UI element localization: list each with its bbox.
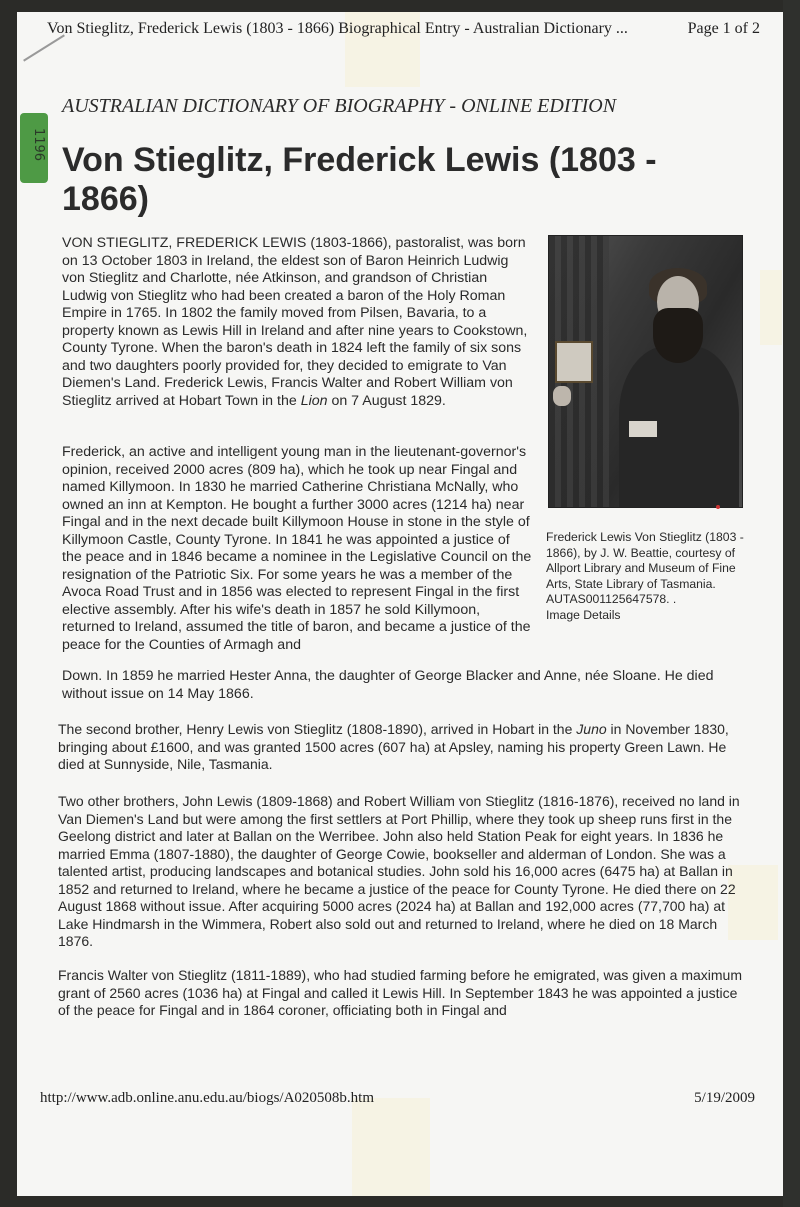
portrait-caption-text: Frederick Lewis Von Stieglitz (1803 - 1866), by J. W. Beattie, courtesy of Allport Library and Museum of Fine Arts, State Library of Tasmania. AUTAS001125647578. . — [546, 530, 744, 606]
paragraph-intro-end: on 7 August 1829. — [327, 392, 446, 409]
archive-tab — [20, 113, 48, 183]
paragraph-frederick: Frederick, an active and intelligent young man in the lieutenant-governor's opinion, received 2000 acres (809 ha), which he took up near Fingal and named Killymoon. In 1830 he married Catherine Christiana McNally, who owned an inn at Kempton. He bought a further 3000 acres (1214 ha) near Fingal and in the next decade built Killymoon House in stone in the style of Killymoon Castle, County Tyrone. In 1841 he was appointed a justice of the peace and in 1846 became a nominee in the Legislative Council on the resignation of the Patriotic Six. For some years he was a member of the Avoca Road Trust and in 1856 was elected to represent Fingal in the first elective assembly. After his wife's death in 1857 he sold Killymoon, returned to Ireland, assumed the title of baron, and became a justice of the peace for the Counties of Armagh and — [62, 444, 532, 653]
photo-paper — [629, 421, 657, 437]
tape-strip-right — [760, 270, 782, 345]
paragraph-henry-end: in November 1830, bringing about £1600, and was granted 1500 acres (607 ha) at Apsley, naming his property Green Lawn. He died at Sunnyside, Nile, Tasmania. — [58, 721, 729, 772]
paragraph-frederick-continued: Down. In 1859 he married Hester Anna, the daughter of George Blacker and Anne, née Sloane. He died without issue on 14 May 1866. — [62, 668, 714, 702]
ship-name-juno: Juno — [576, 721, 607, 737]
portrait-photo[interactable] — [548, 235, 743, 508]
paragraph-henry-text: The second brother, Henry Lewis von Stieglitz (1808-1890), arrived in Hobart in the — [58, 721, 577, 737]
print-footer — [40, 1090, 755, 1107]
paragraph-intro — [62, 235, 532, 410]
red-mark — [716, 505, 720, 509]
photo-figure-beard — [653, 308, 703, 363]
paragraph-intro-text: VON STIEGLITZ, FREDERICK LEWIS (1803-1866), pastoralist, was born on 13 October 1803 in Ireland, the eldest son of Baron Heinrich Ludwig von Stieglitz and Charlotte, née Atkinson, and grandson of Christian Ludwig von Stieglitz who had been created a baron of the Holy Roman Empire in 1765. In 1802 the family moved from Pilsen, Bavaria, to a property known as Lewis Hill in Ireland and after nine years to Cookstown, County Tyrone. When the baron's death in 1824 left the family of six sons and two daughters poorly provided for, they decided to emigrate to Van Diemen's Land. Frederick Lewis, Francis Walter and Robert William von Stieglitz arrived at Hobart Town in the — [62, 235, 528, 409]
print-footer-date: 5/19/2009 — [694, 1090, 755, 1106]
photo-book — [555, 341, 593, 383]
scan-edge — [783, 0, 800, 1207]
ship-name-lion: Lion — [300, 392, 328, 409]
publication-name: AUSTRALIAN DICTIONARY OF BIOGRAPHY - ONLINE EDITION — [62, 95, 617, 117]
print-header — [47, 20, 760, 38]
paragraph-john-robert: Two other brothers, John Lewis (1809-1868) and Robert William von Stieglitz (1816-1876), received no land in Van Diemen's Land but were among the first settlers at Port Phillip, where they took up sheep runs first in the Geelong district and later at Ballan on the Werribee. John also held Station Peak for eight years. In 1836 he married Emma (1807-1880), the daughter of George Cowie, bookseller and alderman of London. She was a talented artist, producing landscapes and botanical studies. John sold his 16,000 acres (6475 ha) at Ballan in 1852 and returned to Ireland, where he became a justice of the peace for County Tyrone. He died there on 22 August 1868 without issue. After acquiring 5000 acres (2024 ha) at Ballan and 192,000 acres (77,700 ha) at Lake Hindmarsh in the Wimmera, Robert also sold out and returned to Ireland, where he died on 18 March 1876. — [58, 793, 740, 949]
image-details-link[interactable]: Image Details — [546, 607, 621, 622]
tape-strip-bottom — [352, 1098, 430, 1196]
paragraph-francis: Francis Walter von Stieglitz (1811-1889), who had studied farming before he emigrated, was given a maximum grant of 2560 acres (1036 ha) at Fingal and called it Lewis Hill. In September 1843 he was appointed a justice of the peace for Fingal and in 1864 coroner, officiating both in Fingal and — [58, 967, 742, 1018]
photo-hand — [553, 386, 571, 406]
print-header-title: Von Stieglitz, Frederick Lewis (1803 - 1866) Biographical Entry - Australian Dictionary ... — [47, 20, 628, 37]
portrait-caption — [546, 530, 751, 623]
paragraph-henry — [58, 721, 748, 774]
archive-tab-label: 1196 — [31, 127, 47, 162]
print-header-page-count: Page 1 of 2 — [687, 20, 760, 37]
entry-title: Von Stieglitz, Frederick Lewis (1803 - 1866) — [62, 141, 657, 218]
print-footer-url: http://www.adb.online.anu.edu.au/biogs/A020508b.htm — [40, 1090, 374, 1106]
